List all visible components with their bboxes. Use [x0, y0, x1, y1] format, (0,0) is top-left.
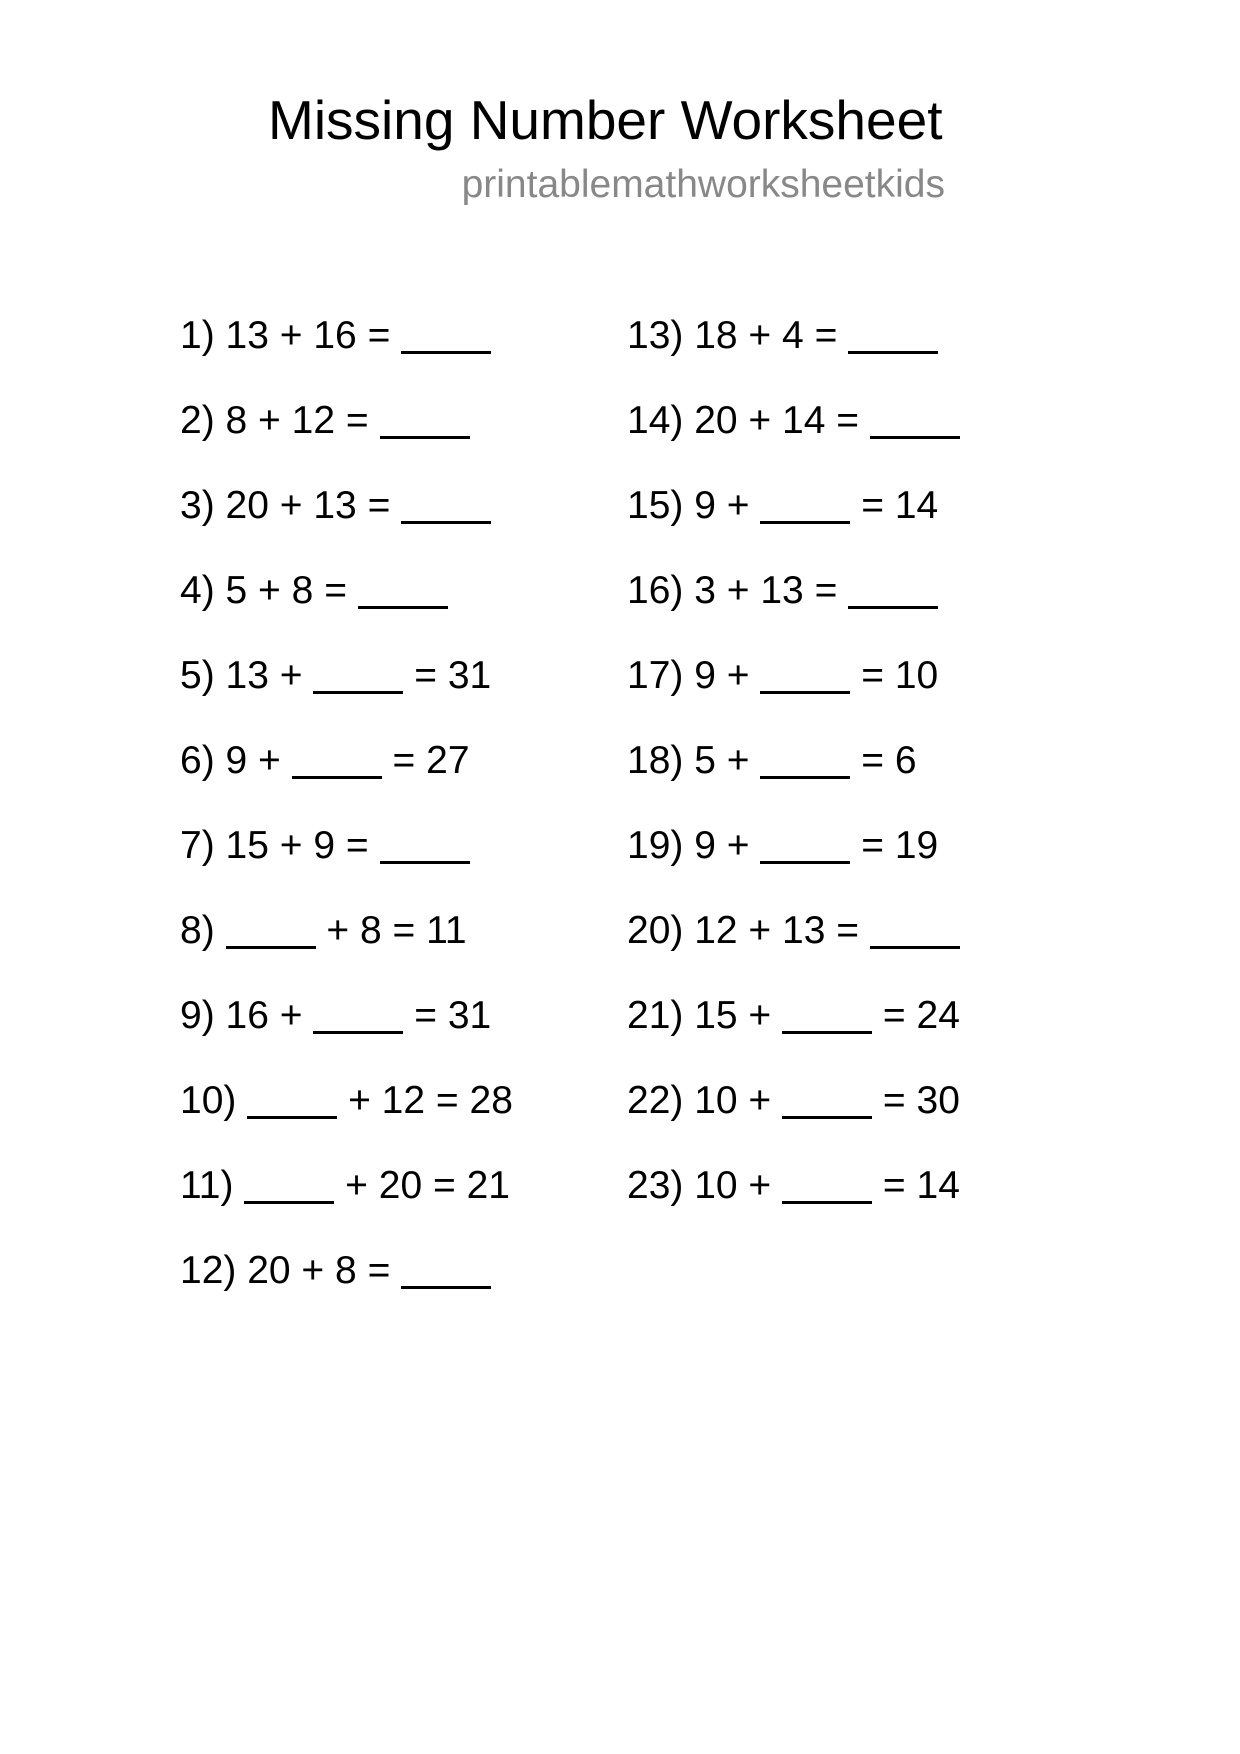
problem-number: 7) [180, 824, 215, 867]
problem-item [180, 1075, 513, 1160]
problem-number: 17) [627, 654, 684, 697]
problem-expression: 5 + 8 = [225, 569, 347, 612]
problem-item [180, 650, 513, 735]
problem-number: 18) [627, 739, 684, 782]
problem-expression: 8 + 12 = [225, 399, 369, 442]
problem-number: 15) [627, 484, 684, 527]
problem-item [180, 395, 513, 480]
problem-expression: 3 + 13 = [694, 569, 838, 612]
problem-expression: 15 + 9 = [225, 824, 369, 867]
problem-number: 23) [627, 1164, 684, 1207]
problem-item [627, 820, 960, 905]
problem-item [180, 735, 513, 820]
answer-blank[interactable] [313, 993, 403, 1034]
answer-blank[interactable] [760, 823, 850, 864]
problem-column-right [627, 310, 960, 1245]
problem-expression: = 31 [414, 994, 492, 1037]
problem-item [627, 310, 960, 395]
problem-expression: = 10 [861, 654, 939, 697]
problem-item [627, 1075, 960, 1160]
answer-blank[interactable] [848, 313, 938, 354]
problem-expression: 9 + [694, 484, 750, 527]
problem-expression: + 20 = 21 [345, 1164, 510, 1207]
problem-number: 10) [180, 1079, 237, 1122]
problem-number: 19) [627, 824, 684, 867]
problem-expression: = 14 [882, 1164, 960, 1207]
problem-number: 1) [180, 314, 215, 357]
answer-blank[interactable] [401, 313, 491, 354]
answer-blank[interactable] [401, 483, 491, 524]
problem-expression: 18 + 4 = [694, 314, 838, 357]
page-title: Missing Number Worksheet [268, 89, 943, 151]
problem-item [627, 905, 960, 990]
answer-blank[interactable] [870, 398, 960, 439]
problem-expression: 15 + [694, 994, 772, 1037]
answer-blank[interactable] [782, 1078, 872, 1119]
problem-expression: = 6 [861, 739, 917, 782]
problem-expression: + 8 = 11 [326, 909, 467, 952]
problem-item [180, 1160, 513, 1245]
problem-expression: 10 + [694, 1164, 772, 1207]
answer-blank[interactable] [870, 908, 960, 949]
problem-number: 5) [180, 654, 215, 697]
problem-expression: 20 + 8 = [247, 1249, 391, 1292]
problem-item [627, 395, 960, 480]
problem-expression: 16 + [225, 994, 303, 1037]
answer-blank[interactable] [760, 738, 850, 779]
problem-expression: + 12 = 28 [348, 1079, 513, 1122]
problem-item [180, 820, 513, 905]
problem-number: 13) [627, 314, 684, 357]
problem-expression: 9 + [694, 824, 750, 867]
problem-expression: = 27 [392, 739, 470, 782]
answer-blank[interactable] [380, 398, 470, 439]
problem-number: 8) [180, 909, 215, 952]
problem-item [180, 310, 513, 395]
problem-expression: 13 + [225, 654, 303, 697]
problem-number: 22) [627, 1079, 684, 1122]
problem-expression: = 19 [861, 824, 939, 867]
problem-expression: = 14 [861, 484, 939, 527]
problem-item [627, 565, 960, 650]
problem-expression: 13 + 16 = [225, 314, 391, 357]
problem-expression: = 30 [882, 1079, 960, 1122]
problem-number: 12) [180, 1249, 237, 1292]
problem-expression: 20 + 14 = [694, 399, 860, 442]
problem-number: 14) [627, 399, 684, 442]
answer-blank[interactable] [380, 823, 470, 864]
problem-column-left [180, 310, 513, 1330]
problem-expression: 9 + [694, 654, 750, 697]
answer-blank[interactable] [313, 653, 403, 694]
problem-item [627, 480, 960, 565]
problem-expression: = 24 [882, 994, 960, 1037]
problem-number: 16) [627, 569, 684, 612]
site-subtitle: printablemathworksheetkids [461, 163, 945, 206]
answer-blank[interactable] [782, 1163, 872, 1204]
problem-expression: = 31 [414, 654, 492, 697]
answer-blank[interactable] [247, 1078, 337, 1119]
problem-expression: 5 + [694, 739, 750, 782]
problem-item [627, 650, 960, 735]
problem-number: 11) [180, 1164, 234, 1207]
answer-blank[interactable] [244, 1163, 334, 1204]
answer-blank[interactable] [292, 738, 382, 779]
problem-expression: 20 + 13 = [225, 484, 391, 527]
problem-number: 3) [180, 484, 215, 527]
problem-item [180, 990, 513, 1075]
answer-blank[interactable] [848, 568, 938, 609]
problem-item [627, 1160, 960, 1245]
problem-number: 20) [627, 909, 684, 952]
problem-item [627, 735, 960, 820]
answer-blank[interactable] [226, 908, 316, 949]
problem-item [180, 565, 513, 650]
answer-blank[interactable] [760, 483, 850, 524]
problem-expression: 10 + [694, 1079, 772, 1122]
problem-item [627, 990, 960, 1075]
problem-number: 9) [180, 994, 215, 1037]
problem-expression: 12 + 13 = [694, 909, 860, 952]
problem-expression: 9 + [225, 739, 281, 782]
problem-item [180, 480, 513, 565]
problem-number: 6) [180, 739, 215, 782]
answer-blank[interactable] [401, 1248, 491, 1289]
problem-item [180, 905, 513, 990]
problem-number: 21) [627, 994, 684, 1037]
problem-number: 4) [180, 569, 215, 612]
answer-blank[interactable] [358, 568, 448, 609]
answer-blank[interactable] [782, 993, 872, 1034]
problem-number: 2) [180, 399, 215, 442]
problem-item [180, 1245, 513, 1330]
answer-blank[interactable] [760, 653, 850, 694]
